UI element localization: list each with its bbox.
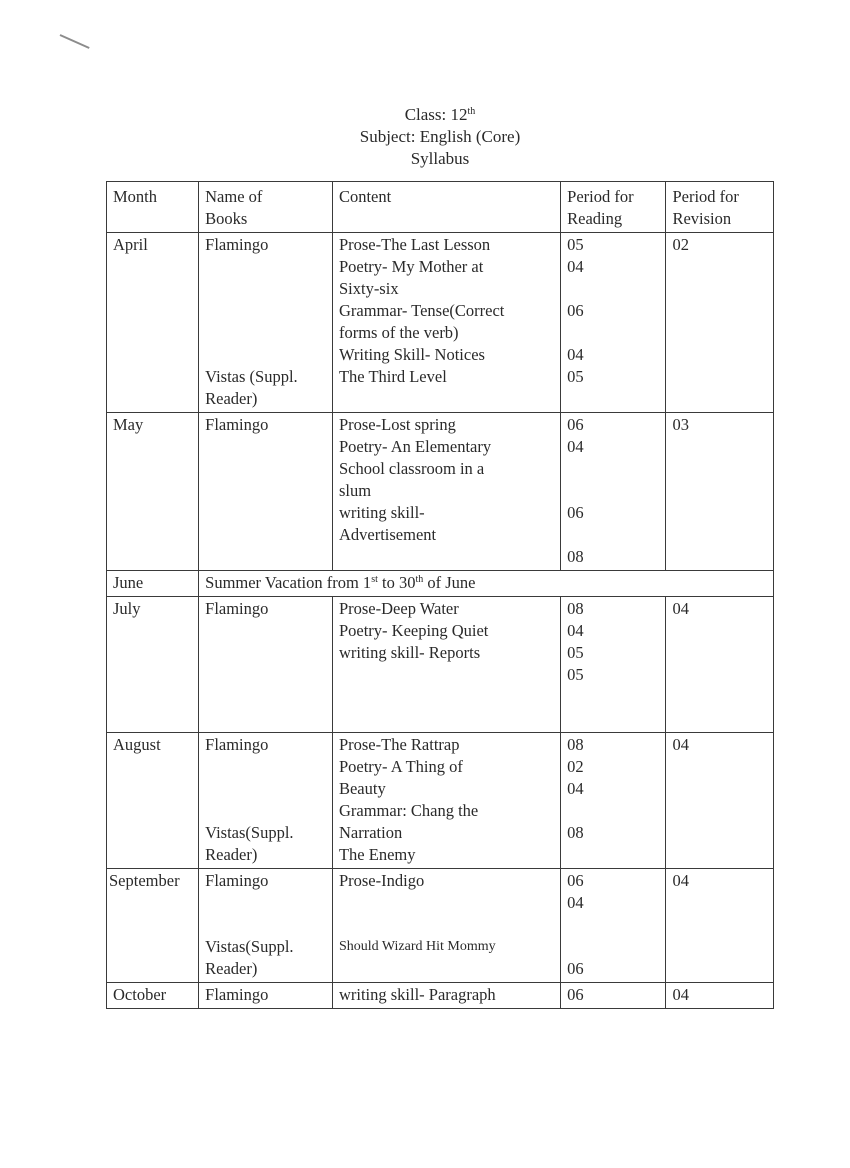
month-cell: April [107, 233, 199, 413]
month-cell: August [107, 733, 199, 869]
month-cell: October [107, 983, 199, 1009]
books-cell: Flamingo Vistas(Suppl. Reader) [199, 733, 333, 869]
reading-cell: 05 04 06 04 05 [561, 233, 666, 413]
books-cell: Flamingo [199, 983, 333, 1009]
month-cell: September [107, 869, 199, 983]
header-content: Content [332, 182, 560, 233]
revision-cell: 04 [666, 597, 774, 733]
content-cell: Prose-Indigo Should Wizard Hit Mommy [332, 869, 560, 983]
books-cell: Flamingo [199, 413, 333, 571]
table-row-october [107, 983, 774, 1009]
content-cell: Prose-The Rattrap Poetry- A Thing of Beauty Grammar: Chang the Narration The Enemy [332, 733, 560, 869]
content-cell: writing skill- Paragraph [332, 983, 560, 1009]
subject-line: Subject: English (Core) [359, 127, 521, 146]
table-row-september [107, 869, 774, 983]
content-cell: Prose-The Last Lesson Poetry- My Mother at Sixty-six Grammar- Tense(Correct forms of the verb) Writing Skill- Notices The Third Level [332, 233, 560, 413]
revision-cell: 02 [666, 233, 774, 413]
header-month: Month [107, 182, 199, 233]
reading-cell: 06 [561, 983, 666, 1009]
table-header-row [107, 182, 774, 233]
revision-cell: 04 [666, 733, 774, 869]
class-line: Class: 12th [404, 105, 476, 124]
month-cell: May [107, 413, 199, 571]
books-cell: Flamingo Vistas(Suppl. Reader) [199, 869, 333, 983]
syllabus-table [106, 181, 774, 1009]
document-header [0, 104, 850, 170]
table-row-april [107, 233, 774, 413]
table-row-may [107, 413, 774, 571]
scan-mark [60, 34, 90, 49]
reading-cell: 08 02 04 08 [561, 733, 666, 869]
books-cell: Flamingo Vistas (Suppl. Reader) [199, 233, 333, 413]
table-row-july [107, 597, 774, 733]
vacation-cell: Summer Vacation from 1st to 30th of June [199, 571, 774, 597]
month-cell: July [107, 597, 199, 733]
reading-cell: 08 04 05 05 [561, 597, 666, 733]
month-cell: June [107, 571, 199, 597]
revision-cell: 04 [666, 983, 774, 1009]
reading-cell: 06 04 06 08 [561, 413, 666, 571]
table-row-june [107, 571, 774, 597]
reading-cell: 06 04 06 [561, 869, 666, 983]
syllabus-title: Syllabus [410, 149, 470, 168]
header-revision: Period for Revision [666, 182, 774, 233]
revision-cell: 03 [666, 413, 774, 571]
header-reading: Period for Reading [561, 182, 666, 233]
content-cell: Prose-Lost spring Poetry- An Elementary School classroom in a slum writing skill- Advertisement [332, 413, 560, 571]
revision-cell: 04 [666, 869, 774, 983]
table-row-august [107, 733, 774, 869]
content-cell: Prose-Deep Water Poetry- Keeping Quiet writing skill- Reports [332, 597, 560, 733]
books-cell: Flamingo [199, 597, 333, 733]
header-books: Name of Books [199, 182, 333, 233]
